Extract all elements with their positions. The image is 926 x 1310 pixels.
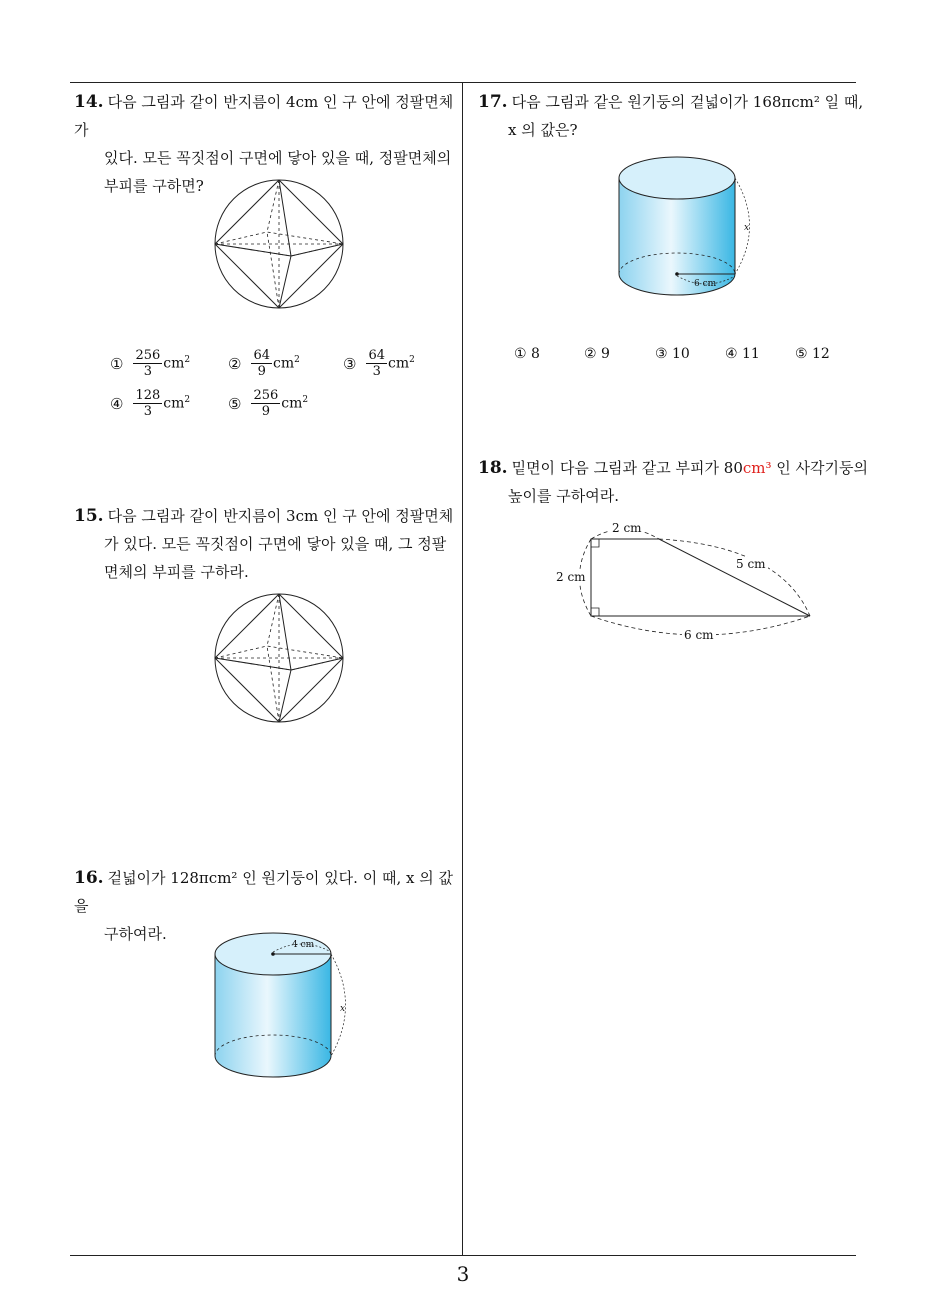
fraction [133,348,162,379]
cylinder-figure-16 [210,922,360,1082]
question-17 [478,88,868,144]
denominator: 9 [257,364,266,379]
question-text-line: 다음 그림과 같이 반지름이 4cm 인 구 안에 정팔면체가 [74,93,454,139]
octahedron-in-sphere-figure-15 [212,592,348,726]
fraction [366,348,387,379]
question-text-line: 다음 그림과 같이 반지름이 3cm 인 구 안에 정팔면체 [107,507,454,525]
question-text-line: 인 사각기둥의 [771,459,869,477]
question-text-line: 다음 그림과 같은 원기둥의 겉넓이가 168πcm² 일 때, [511,93,864,111]
question-text-line: 높이를 구하여라. [508,487,619,505]
choice-mark: ④ [110,394,124,413]
trapezoid-base-figure [550,516,820,646]
unit: $cm^2$ [388,355,415,372]
radius-label: 4 cm [292,940,315,950]
question-text-line: x 의 값은? [508,121,578,139]
column-divider [462,82,463,1255]
numerator: 64 [253,348,270,363]
denominator: 9 [261,404,270,419]
question-text-line: 부피를 구하면? [104,177,204,195]
unit: $cm^2$ [163,395,191,412]
denominator: 3 [143,404,152,419]
choice-2[interactable] [228,348,300,379]
question-15 [74,502,459,586]
choice-mark: ③ [343,354,357,373]
question-text-line: 구하여라. [104,925,167,943]
volume-unit: cm³ [742,459,772,477]
denominator: 3 [372,364,381,379]
numerator: 256 [135,348,161,363]
choice-mark: ⑤ [228,394,242,413]
left-side-label: 2 cm [556,570,586,584]
fraction [251,388,280,419]
choice-1[interactable]: ① 8 [514,346,540,362]
question-text-line: 있다. 모든 꼭짓점이 구면에 닿아 있을 때, 정팔면체의 [104,149,452,167]
choice-3[interactable]: ③ 10 [655,346,690,362]
choice-4[interactable] [110,388,190,419]
height-label: x [340,1004,346,1014]
unit: $cm^2$ [273,355,300,372]
question-text-line: 가 있다. 모든 꼭짓점이 구면에 닿아 있을 때, 그 정팔 [104,535,447,553]
denominator: 3 [143,364,152,379]
question-number: 16. [74,868,104,888]
question-number: 15. [74,506,104,526]
choice-2[interactable]: ② 9 [584,346,610,362]
choice-3[interactable] [343,348,415,379]
fraction [133,388,162,419]
top-rule [70,82,856,83]
question-text-line: 면체의 부피를 구하라. [104,563,249,581]
choice-5[interactable] [228,388,308,419]
radius-label: 6 cm [694,279,717,289]
bottom-side-label: 6 cm [684,628,714,642]
choice-1[interactable] [110,348,190,379]
choice-4[interactable]: ④ 11 [725,346,760,362]
question-number: 17. [478,92,508,112]
numerator: 256 [253,388,279,403]
choice-5[interactable]: ⑤ 12 [795,346,830,362]
question-number: 18. [478,458,508,478]
question-18 [478,454,878,510]
page-number: 3 [456,1262,470,1286]
fraction [251,348,272,379]
question-number: 14. [74,92,104,112]
question-text-line: 겉넓이가 128πcm² 인 원기둥이 있다. 이 때, x 의 값을 [74,869,453,915]
slant-side-label: 5 cm [736,557,766,571]
top-side-label: 2 cm [612,521,642,535]
choice-mark: ② [228,354,242,373]
bottom-rule [70,1255,856,1256]
numerator: 64 [368,348,385,363]
choice-mark: ① [110,354,124,373]
unit: $cm^2$ [281,395,309,412]
numerator: 128 [135,388,161,403]
cylinder-figure-17 [614,152,764,302]
question-text-line: 밑면이 다음 그림과 같고 부피가 80 [511,459,743,477]
octahedron-in-sphere-figure-14 [212,178,348,312]
height-label: x [744,223,750,233]
unit: $cm^2$ [163,355,191,372]
